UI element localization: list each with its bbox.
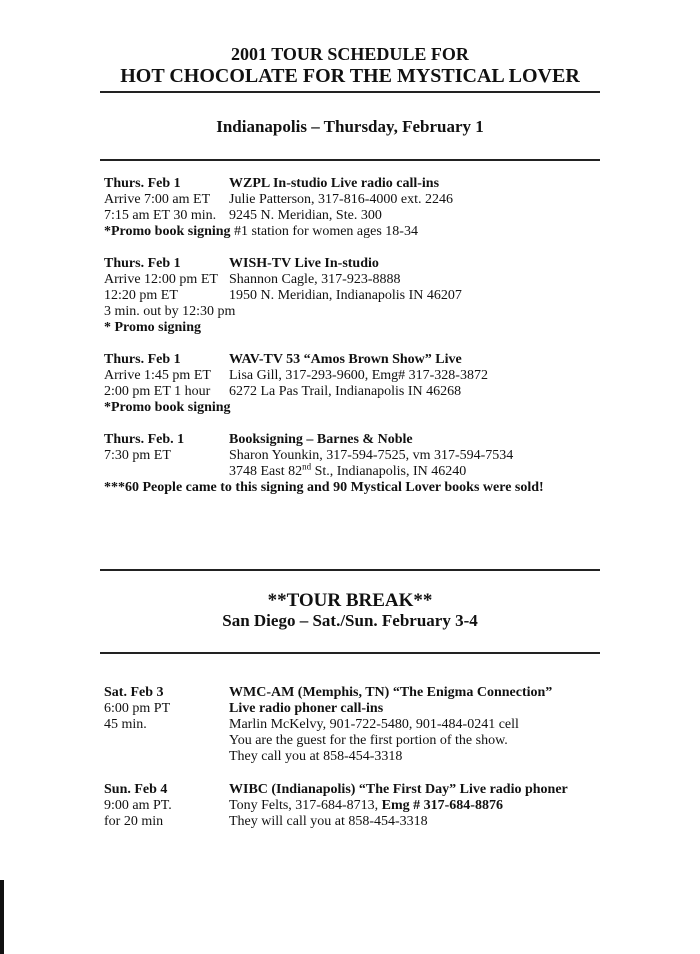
section1-top-rule	[100, 159, 600, 161]
address-ordinal: nd	[302, 461, 312, 472]
event-date: Thurs. Feb. 1	[104, 432, 185, 447]
event-arrive: Arrive 1:45 pm ET	[104, 368, 211, 383]
event-address: 6272 La Pas Trail, Indianapolis IN 46268	[229, 384, 462, 399]
event-note: *Promo book signing	[104, 224, 231, 239]
event-note: * Promo signing	[104, 320, 201, 335]
event-wibc	[104, 782, 604, 836]
event-title: WAV-TV 53 “Amos Brown Show” Live	[229, 352, 462, 367]
event-contact: Shannon Cagle, 317-923-8888	[229, 272, 401, 287]
event-wish-tv	[104, 256, 604, 340]
event-callback: They call you at 858-454-3318	[229, 749, 403, 764]
event-time: 6:00 pm PT	[104, 701, 171, 716]
event-date: Thurs. Feb 1	[104, 256, 181, 271]
event-title: WISH-TV Live In-studio	[229, 256, 379, 271]
event-arrive: Arrive 7:00 am ET	[104, 192, 211, 207]
event-title: WZPL In-studio Live radio call-ins	[229, 176, 440, 191]
page-title-line2: HOT CHOCOLATE FOR THE MYSTICAL LOVER	[120, 65, 580, 87]
event-title: WIBC (Indianapolis) “The First Day” Live radio phoner	[229, 782, 568, 797]
event-address: 9245 N. Meridian, Ste. 300	[229, 208, 382, 223]
event-time: 12:20 pm ET	[104, 288, 178, 303]
tour-break-subtitle: San Diego – Sat./Sun. February 3-4	[222, 611, 478, 630]
event-title-2: Live radio phoner call-ins	[229, 701, 384, 716]
address-city: St., Indianapolis, IN 46240	[311, 464, 467, 479]
event-duration: 45 min.	[104, 717, 147, 732]
event-time: 7:30 pm ET	[104, 448, 171, 463]
event-date: Thurs. Feb 1	[104, 352, 181, 367]
address-street: 3748 East 82	[229, 464, 303, 479]
event-contact: Lisa Gill, 317-293-9600, Emg# 317-328-3872	[229, 368, 488, 383]
event-time: 2:00 pm ET 1 hour	[104, 384, 211, 399]
event-note: *Promo book signing	[104, 400, 231, 415]
event-title: Booksigning – Barnes & Noble	[229, 432, 413, 447]
event-duration: for 20 min	[104, 814, 164, 829]
event-address	[229, 461, 467, 480]
break-bottom-rule	[100, 652, 600, 654]
tour-break-title: **TOUR BREAK**	[267, 590, 433, 611]
section-subtitle: Indianapolis – Thursday, February 1	[216, 117, 484, 136]
event-address: 1950 N. Meridian, Indianapolis IN 46207	[229, 288, 462, 303]
event-contact: Sharon Younkin, 317-594-7525, vm 317-594-7534	[229, 448, 514, 463]
event-detail: You are the guest for the first portion of the show.	[229, 733, 508, 748]
event-contact: Julie Patterson, 317-816-4000 ext. 2246	[229, 192, 453, 207]
event-wzpl	[104, 176, 604, 246]
title-rule	[100, 91, 600, 93]
event-time: 9:00 am PT.	[104, 798, 172, 813]
event-title: WMC-AM (Memphis, TN) “The Enigma Connection”	[229, 685, 553, 700]
event-contact	[229, 798, 503, 814]
event-date: Thurs. Feb 1	[104, 176, 181, 191]
scan-edge-mark	[0, 880, 4, 954]
contact-name: Tony Felts, 317-684-8713,	[229, 798, 382, 813]
event-date: Sun. Feb 4	[104, 782, 168, 797]
break-top-rule	[100, 569, 600, 571]
event-contact: Marlin McKelvy, 901-722-5480, 901-484-0241 cell	[229, 717, 519, 732]
event-arrive: Arrive 12:00 pm ET	[104, 272, 218, 287]
event-note: ***60 People came to this signing and 90 Mystical Lover books were sold!	[104, 480, 544, 495]
event-extra: 3 min. out by 12:30 pm	[104, 304, 236, 319]
event-date: Sat. Feb 3	[104, 685, 164, 700]
event-note-detail: #1 station for women ages 18-34	[234, 224, 418, 239]
event-wav-tv	[104, 352, 604, 422]
page-title-line1: 2001 TOUR SCHEDULE FOR	[231, 44, 469, 64]
event-callback: They will call you at 858-454-3318	[229, 814, 428, 829]
event-time: 7:15 am ET 30 min.	[104, 208, 217, 223]
event-booksigning	[104, 432, 604, 502]
emergency-number: Emg # 317-684-8876	[381, 798, 503, 813]
event-wmc-am	[104, 685, 604, 769]
